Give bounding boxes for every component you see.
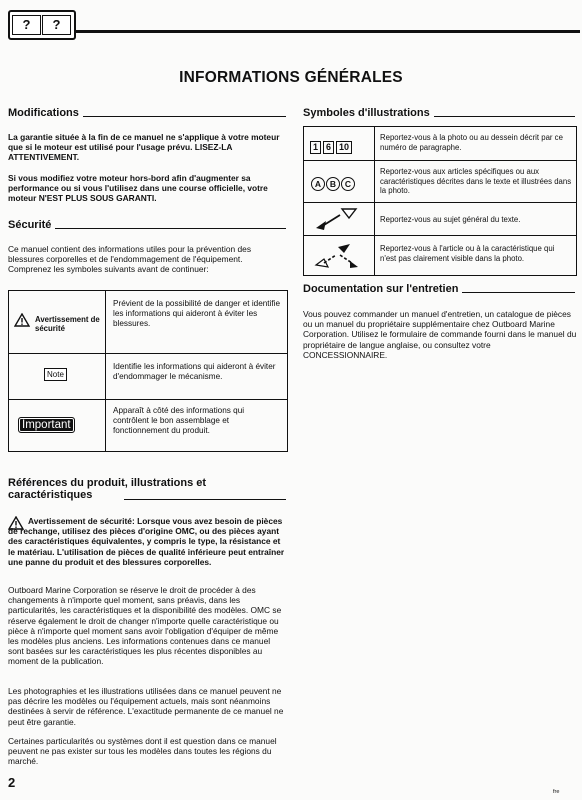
table-row	[304, 202, 576, 236]
table-row	[304, 160, 576, 203]
modifications-heading: Modifications	[8, 107, 286, 119]
page-number: 2	[8, 775, 16, 790]
table-row	[304, 127, 576, 160]
symbol-description-1: Reportez-vous à la photo ou au dessein décrit par ce numéro de paragraphe.	[380, 133, 563, 152]
symbol-description-3: Reportez-vous au sujet général du texte.	[380, 215, 521, 224]
symboles-heading: Symboles d'illustrations	[303, 107, 575, 119]
securite-heading: Sécurité	[8, 219, 286, 231]
references-paragraph-2: Les photographies et les illustrations utilisées dans ce manuel peuvent ne pas décrire les modèles ou l'équipement actuels, mais sont néanmoins destinées à servir de référence. L'exactitude permanente de ce manuel ne peut être garantie.	[8, 686, 284, 727]
warning-triangle-icon	[14, 313, 30, 327]
references-warning: Avertissement de sécurité: Lorsque vous avez besoin de pièces de rechange, utilisez des pièces d'origine OMC, ou des pièces ayant des caractéristiques équivalentes, y compris le type, la résistance et le matériau. L'utilisation de pièces de qualité inférieure peut entraîner une panne du produit et des blessures corporelles.	[8, 516, 285, 567]
table-row	[9, 399, 287, 452]
references-paragraph-1: Outboard Marine Corporation se réserve le droit de procéder à des changements à n'importe quel moment, sans préavis, dans les particularités, les caractéristiques et la disponibilité des modèles. OMC se réserve également le droit de changer n'importe quelle caractéristique ou pièce à n'importe quel moment sans avoir l'obligation d'équiper de même les modèles plus anciens. Les informations contenues dans ce manuel sont basées sur les caractéristiques les plus récentes disponibles au moment de la publication.	[8, 585, 282, 667]
illustration-symbols-table	[303, 126, 577, 276]
references-heading: Références du produit, illustrations et caractéristiques	[8, 477, 286, 501]
table-row	[9, 353, 287, 400]
symbol-description-2: Reportez-vous aux articles spécifiques ou aux caractéristiques décrites dans le texte et illustrées dans la photo.	[380, 167, 572, 196]
references-paragraph-3: Certaines particularités ou systèmes dont il est question dans ce manuel peuvent ne pas exister sur tous les modèles dans toutes les régions du marché.	[8, 736, 277, 767]
documentation-heading: Documentation sur l'entretien	[303, 283, 575, 295]
header-logo	[8, 10, 76, 40]
important-description: Apparaît à côté des informations qui contrôlent le bon assemblage et fonctionnement du produit.	[113, 406, 245, 435]
symbol-description-4: Reportez-vous à l'article ou à la caractéristique qui n'est pas clairement visible dans la photo.	[380, 244, 555, 263]
modifications-paragraph-2: Si vous modifiez votre moteur hors-bord afin d'augmenter sa performance ou si vous l'utilisez dans une course officielle, votre moteur N'EST PLUS SOUS GARANTI.	[8, 173, 268, 204]
header-rule	[74, 30, 580, 33]
page-title: INFORMATIONS GÉNÉRALES	[179, 69, 403, 86]
language-code: fre	[553, 789, 560, 795]
general-subject-arrow-icon	[312, 206, 364, 232]
modifications-paragraph-1: La garantie située à la fin de ce manuel ne s'applique à votre moteur que si le moteur est utilisé pour l'usage prévu. LISEZ-LA ATTENTIVEMENT.	[8, 132, 280, 163]
safety-symbols-table	[8, 290, 288, 452]
documentation-text: Vous pouvez commander un manuel d'entretien, un catalogue de pièces ou un manuel du propriétaire supplémentaire chez Outboard Marine Corporation. Utilisez le formulaire de commande fourni dans le manuel du propriétaire de langue anglaise, ou consultez votre CONCESSIONNAIRE.	[303, 309, 577, 360]
table-row	[304, 235, 576, 276]
paragraph-number-icons: 1 6 10	[310, 137, 354, 155]
hidden-item-arrow-icon	[310, 241, 366, 271]
question-book-icon-right: ?	[42, 15, 71, 35]
references-heading-rule	[124, 499, 286, 500]
warning-label: Avertissement de sécurité	[35, 315, 100, 333]
important-badge: Important	[18, 417, 75, 433]
securite-intro: Ce manuel contient des informations utiles pour la prévention des blessures corporelles et de l'endommagement de l'équipement. Comprenez les symboles suivants avant de continuer:	[8, 244, 252, 275]
note-badge: Note	[44, 368, 67, 381]
question-book-icon: ?	[12, 15, 41, 35]
circled-letter-icons: A B C	[311, 174, 356, 192]
warning-description: Prévient de la possibilité de danger et identifie les informations qui aideront à éviter les blessures.	[113, 299, 281, 328]
table-row	[9, 291, 287, 353]
note-description: Identifie les informations qui aideront à éviter d'endommager le mécanisme.	[113, 362, 276, 381]
